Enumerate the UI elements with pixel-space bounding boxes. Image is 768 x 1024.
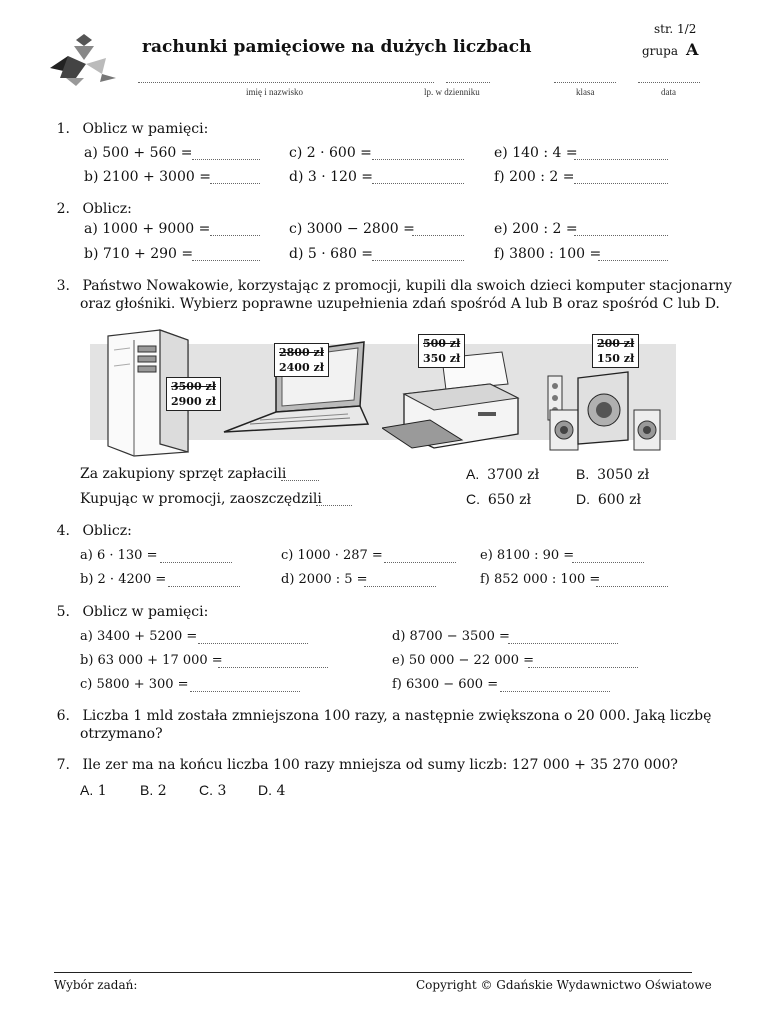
answer-field[interactable] <box>574 171 668 184</box>
q1-number: 1. <box>56 121 70 137</box>
q3-text-line1: Państwo Nowakowie, korzystając z promocji, kupili dla swoich dzieci komputer stacjonarny <box>82 278 732 294</box>
q7-heading <box>50 757 678 773</box>
name-field-label: imię i nazwisko <box>246 87 303 97</box>
q5-item <box>392 653 534 668</box>
q4-item <box>480 548 574 563</box>
q4-item <box>281 548 383 563</box>
laptop-new-price: 2400 zł <box>279 361 324 374</box>
speakers-new-price: 150 zł <box>597 352 635 365</box>
q4-item-c: c) 1000 · 287 = <box>281 548 383 563</box>
q1-item <box>289 145 372 161</box>
q7-option-b-letter: B. <box>140 782 154 798</box>
q2-heading <box>50 201 132 217</box>
q2-number: 2. <box>56 201 70 217</box>
q5-item-d: d) 8700 − 3500 = <box>392 629 510 644</box>
computer-price-tag <box>166 377 221 411</box>
q7-option-b-value: 2 <box>157 783 167 799</box>
q2-item <box>289 221 415 237</box>
speakers-illustration <box>544 366 666 452</box>
date-field[interactable] <box>638 70 700 83</box>
q1-item-d: d) 3 · 120 = <box>289 169 374 185</box>
answer-field[interactable] <box>316 493 352 506</box>
answer-field[interactable] <box>210 223 260 236</box>
answer-field[interactable] <box>372 147 464 160</box>
answer-field[interactable] <box>210 171 260 184</box>
q4-item <box>281 572 368 587</box>
date-field-label: data <box>661 87 676 97</box>
answer-field[interactable] <box>281 468 319 481</box>
q1-title: Oblicz w pamięci: <box>82 121 209 137</box>
q2-item-c: c) 3000 − 2800 = <box>289 221 415 237</box>
q7-text-line1: Ile zer ma na końcu liczba 100 razy mniejsza od sumy liczb: 127 000 + 35 270 000? <box>82 757 678 773</box>
page-number: str. 1/2 <box>654 22 697 36</box>
q5-item-c: c) 5800 + 300 = <box>80 677 189 692</box>
option-c-value: 650 zł <box>487 492 531 508</box>
q3-sentence-1: Za zakupiony sprzęt zapłacili <box>80 466 287 482</box>
q4-number: 4. <box>56 523 70 539</box>
footer-right: Copyright © Gdańskie Wydawnictwo Oświatowe <box>416 978 712 992</box>
q3-heading <box>50 278 732 294</box>
option-a-value: 3700 zł <box>487 467 540 483</box>
q5-item-b: b) 63 000 + 17 000 = <box>80 653 223 668</box>
q4-item <box>80 572 166 587</box>
answer-field[interactable] <box>574 147 668 160</box>
q6-number: 6. <box>56 708 70 724</box>
option-d-value: 600 zł <box>597 492 641 508</box>
q7-option-d-value: 4 <box>276 783 286 799</box>
q1-item <box>494 169 575 185</box>
q2-item <box>494 221 578 237</box>
q4-item-b: b) 2 · 4200 = <box>80 572 167 587</box>
answer-field[interactable] <box>528 655 638 668</box>
answer-field[interactable] <box>574 223 668 236</box>
q5-item-a: a) 3400 + 5200 = <box>80 629 198 644</box>
q5-item-e: e) 50 000 − 22 000 = <box>392 653 535 668</box>
answer-field[interactable] <box>364 574 436 587</box>
q5-item-f: f) 6300 − 600 = <box>392 677 499 692</box>
name-field[interactable] <box>138 70 434 83</box>
printer-old-price: 500 zł <box>423 337 461 350</box>
option-a-letter: A. <box>466 466 480 482</box>
q3-sentence-2: Kupując w promocji, zaoszczędzili <box>80 491 322 507</box>
q6-text-line1: Liczba 1 mld została zmniejszona 100 razy, a następnie zwiększona o 20 000. Jaką liczbę <box>82 708 712 724</box>
publisher-logo <box>46 34 118 88</box>
option-b[interactable] <box>576 466 649 483</box>
q5-item <box>392 629 510 644</box>
answer-field[interactable] <box>372 248 464 261</box>
q1-item-a: a) 500 + 560 = <box>84 145 193 161</box>
q1-item <box>84 169 211 185</box>
answer-field[interactable] <box>198 631 308 644</box>
class-field[interactable] <box>554 70 616 83</box>
number-field-label: lp. w dzienniku <box>424 87 480 97</box>
q1-item <box>494 145 578 161</box>
answer-field[interactable] <box>192 248 260 261</box>
q1-item-e: e) 140 : 4 = <box>494 145 578 161</box>
q1-item <box>84 145 193 161</box>
answer-field[interactable] <box>192 147 260 160</box>
answer-field[interactable] <box>190 679 300 692</box>
q1-item-c: c) 2 · 600 = <box>289 145 372 161</box>
footer-left: Wybór zadań: <box>54 978 138 992</box>
q7-option-d[interactable] <box>258 782 285 799</box>
q4-item-a: a) 6 · 130 = <box>80 548 158 563</box>
q7-number: 7. <box>56 757 70 773</box>
q7-option-a-letter: A. <box>80 782 94 798</box>
option-a[interactable] <box>466 466 539 483</box>
class-field-label: klasa <box>576 87 595 97</box>
computer-old-price: 3500 zł <box>171 380 216 393</box>
q2-item <box>84 221 210 237</box>
printer-price-tag <box>418 334 465 368</box>
q7-option-b[interactable] <box>140 782 167 799</box>
q1-item-f: f) 200 : 2 = <box>494 169 575 185</box>
q7-option-c[interactable] <box>199 782 226 799</box>
answer-field[interactable] <box>168 574 240 587</box>
q4-item <box>480 572 600 587</box>
group-label: grupa <box>642 44 678 58</box>
q1-heading <box>50 121 208 137</box>
answer-field[interactable] <box>384 550 456 563</box>
q3-number: 3. <box>56 278 70 294</box>
q2-item <box>494 246 601 262</box>
q4-item-d: d) 2000 : 5 = <box>281 572 368 587</box>
answer-field[interactable] <box>572 550 644 563</box>
q2-item-a: a) 1000 + 9000 = <box>84 221 211 237</box>
q2-item-f: f) 3800 : 100 = <box>494 246 602 262</box>
answer-field[interactable] <box>508 631 618 644</box>
option-d[interactable] <box>576 491 641 508</box>
computer-new-price: 2900 zł <box>171 395 216 408</box>
option-b-letter: B. <box>576 466 590 482</box>
answer-field[interactable] <box>160 550 232 563</box>
q5-item <box>80 677 189 692</box>
q7-option-d-letter: D. <box>258 782 272 798</box>
answer-field[interactable] <box>598 248 668 261</box>
option-c-letter: C. <box>466 491 480 507</box>
option-d-letter: D. <box>576 491 590 507</box>
q5-item <box>80 653 223 668</box>
q4-item-e: e) 8100 : 90 = <box>480 548 575 563</box>
q4-item-f: f) 852 000 : 100 = <box>480 572 601 587</box>
q6-text-line2: otrzymano? <box>80 726 163 742</box>
laptop-old-price: 2800 zł <box>279 346 324 359</box>
option-b-value: 3050 zł <box>597 467 650 483</box>
speakers-old-price: 200 zł <box>597 337 635 350</box>
q7-option-a-value: 1 <box>97 783 107 799</box>
q5-item <box>80 629 197 644</box>
q7-option-a[interactable] <box>80 782 107 799</box>
number-field[interactable] <box>446 70 490 83</box>
answer-field[interactable] <box>500 679 610 692</box>
speakers-price-tag <box>592 334 639 368</box>
q2-item-e: e) 200 : 2 = <box>494 221 578 237</box>
q6-heading <box>50 708 711 724</box>
q7-option-c-letter: C. <box>199 782 213 798</box>
answer-field[interactable] <box>372 171 464 184</box>
q5-item <box>392 677 498 692</box>
q5-heading <box>50 604 208 620</box>
option-c[interactable] <box>466 491 531 508</box>
answer-field[interactable] <box>596 574 668 587</box>
q2-title: Oblicz: <box>82 201 132 217</box>
q1-item <box>289 169 373 185</box>
q1-item-b: b) 2100 + 3000 = <box>84 169 211 185</box>
q2-item-d: d) 5 · 680 = <box>289 246 374 262</box>
q4-heading <box>50 523 132 539</box>
answer-field[interactable] <box>412 223 464 236</box>
q4-item <box>80 548 157 563</box>
footer-divider <box>54 972 692 973</box>
q5-title: Oblicz w pamięci: <box>82 604 209 620</box>
q3-text-line2: oraz głośniki. Wybierz poprawne uzupełnienia zdań spośród A lub B oraz spośród C lub D. <box>80 296 720 312</box>
q4-title: Oblicz: <box>82 523 132 539</box>
page-title: rachunki pamięciowe na dużych liczbach <box>142 37 532 57</box>
q5-number: 5. <box>56 604 70 620</box>
printer-new-price: 350 zł <box>423 352 461 365</box>
answer-field[interactable] <box>218 655 328 668</box>
q2-item-b: b) 710 + 290 = <box>84 246 194 262</box>
group-value: A <box>686 40 699 59</box>
q7-option-c-value: 3 <box>217 783 227 799</box>
q2-item <box>289 246 373 262</box>
q2-item <box>84 246 193 262</box>
laptop-price-tag <box>274 343 329 377</box>
